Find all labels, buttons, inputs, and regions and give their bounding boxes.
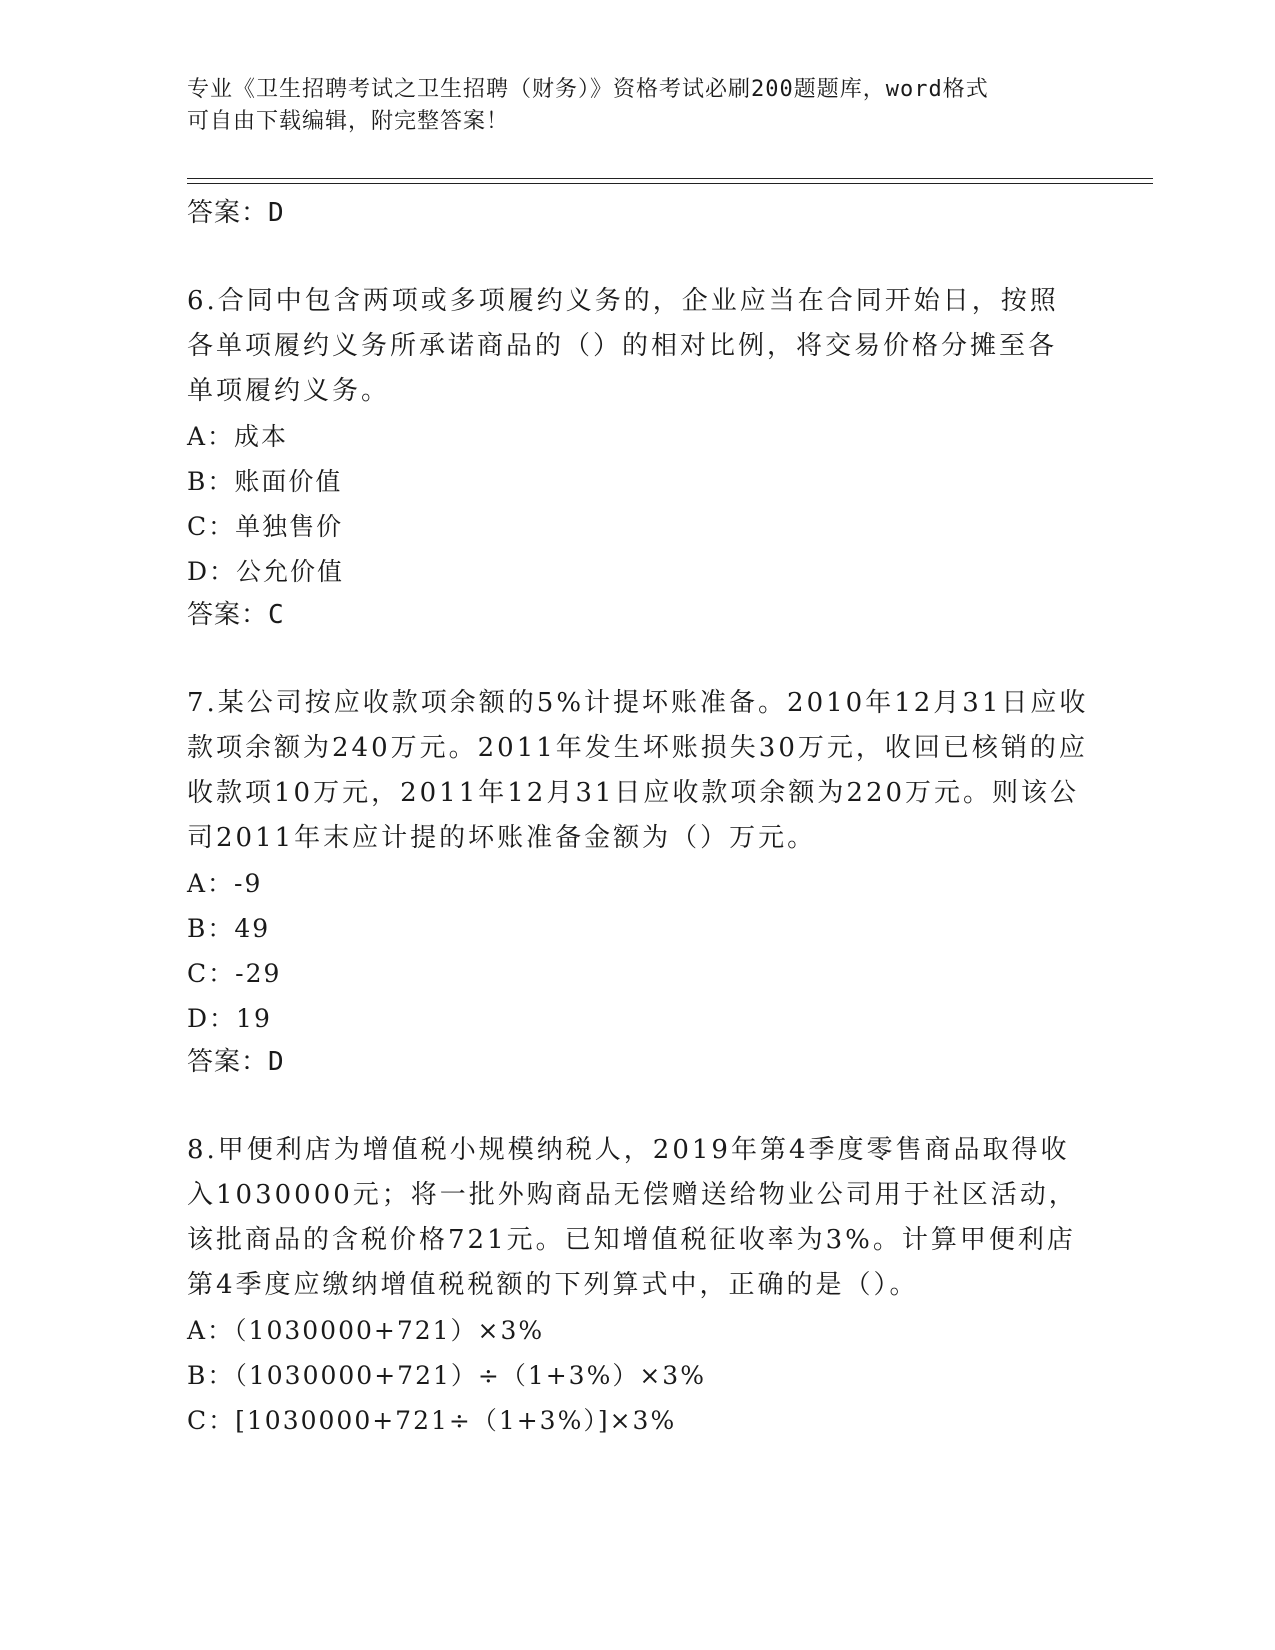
header-line-1: 专业《卫生招聘考试之卫生招聘（财务）》资格考试必刷200题题库，word格式 xyxy=(187,77,989,102)
question-text: 单项履约义务。 xyxy=(187,376,391,406)
option-c: C：单独售价 xyxy=(187,512,344,541)
question-text: 8.甲便利店为增值税小规模纳税人，2019年第4季度零售商品取得收 xyxy=(187,1135,1070,1165)
option-c: C：[1030000+721÷（1+3%）]×3% xyxy=(187,1406,677,1435)
header-divider-top xyxy=(187,178,1153,179)
option-b: B：49 xyxy=(187,914,271,943)
question-text: 该批商品的含税价格721元。已知增值税征收率为3%。计算甲便利店 xyxy=(187,1225,1076,1255)
question-text: 各单项履约义务所承诺商品的（）的相对比例，将交易价格分摊至各 xyxy=(187,331,1058,361)
question-text: 6.合同中包含两项或多项履约义务的，企业应当在合同开始日，按照 xyxy=(187,286,1059,316)
option-b: B：（1030000+721）÷（1+3%）×3% xyxy=(187,1361,706,1390)
question-text: 收款项10万元，2011年12月31日应收款项余额为220万元。则该公 xyxy=(187,778,1080,808)
option-d: D：19 xyxy=(187,1004,272,1033)
question-text: 入1030000元；将一批外购商品无偿赠送给物业公司用于社区活动， xyxy=(187,1180,1078,1210)
option-b: B：账面价值 xyxy=(187,467,343,496)
question-block xyxy=(187,681,1087,1083)
option-a: A：（1030000+721）×3% xyxy=(187,1316,545,1345)
option-a: A：成本 xyxy=(187,422,289,451)
question-block xyxy=(187,279,1087,636)
option-d: D：公允价值 xyxy=(187,557,345,586)
question-text: 7.某公司按应收款项余额的5%计提坏账准备。2010年12月31日应收 xyxy=(187,688,1089,718)
answer-label: 答案：D xyxy=(187,198,285,228)
header-divider-bottom xyxy=(187,183,1153,184)
question-text: 司2011年末应计提的坏账准备金额为（）万元。 xyxy=(187,823,817,853)
option-a: A：-9 xyxy=(187,869,263,898)
option-c: C：-29 xyxy=(187,959,282,988)
answer-label: 答案：D xyxy=(187,1047,285,1077)
question-block xyxy=(187,1128,1087,1443)
question-text: 款项余额为240万元。2011年发生坏账损失30万元，收回已核销的应 xyxy=(187,733,1088,763)
question-list xyxy=(187,192,1087,1443)
header-line-2: 可自由下载编辑，附完整答案！ xyxy=(187,109,510,134)
document-header xyxy=(187,74,1067,138)
answer-label: 答案：C xyxy=(187,600,285,630)
question-text: 第4季度应缴纳增值税税额的下列算式中，正确的是（）。 xyxy=(187,1270,919,1300)
